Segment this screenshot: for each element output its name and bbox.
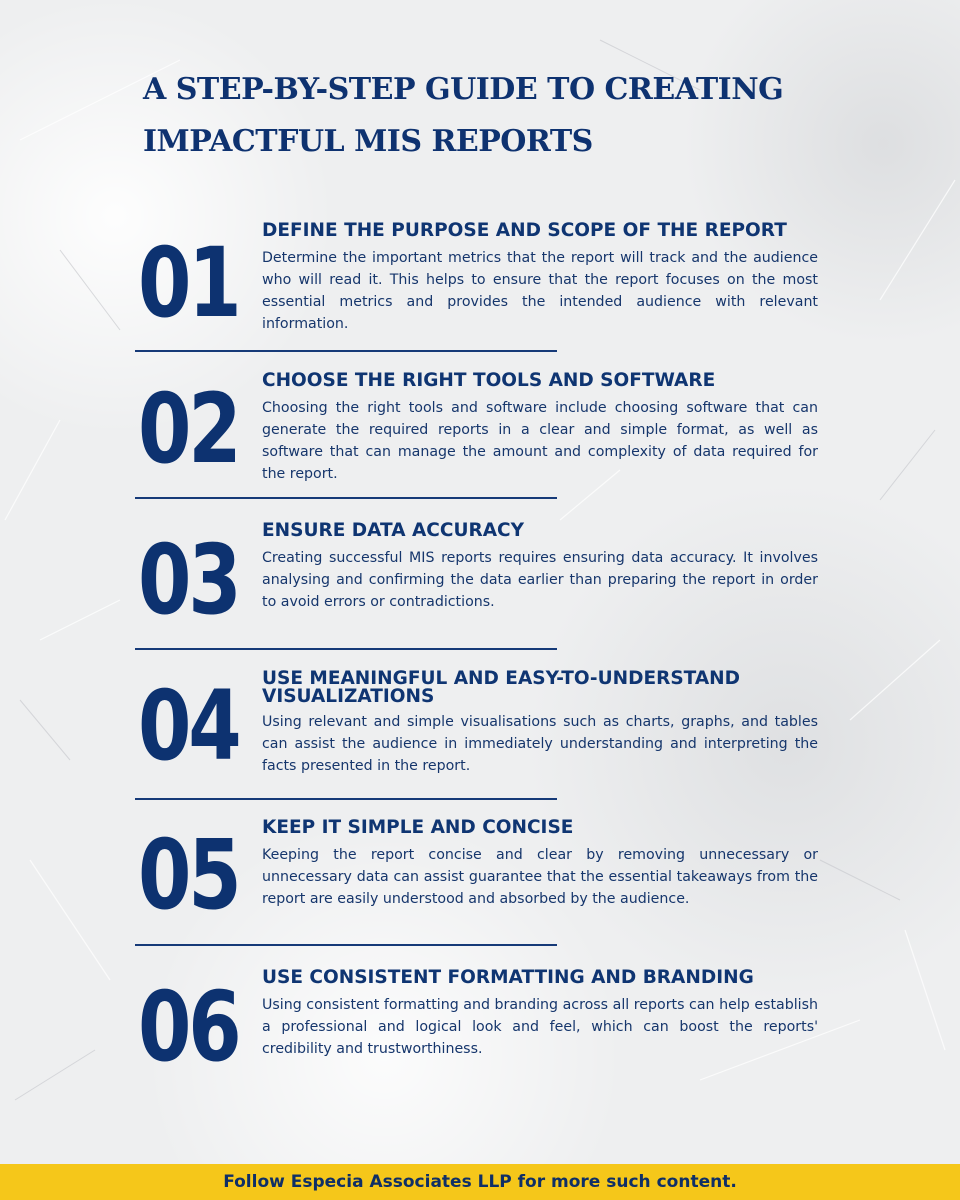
step-heading: KEEP IT SIMPLE AND CONCISE [262,817,574,838]
step-heading: DEFINE THE PURPOSE AND SCOPE OF THE REPORT [262,220,787,241]
step-heading: USE MEANINGFUL AND EASY-TO-UNDERSTAND VISUALIZATIONS [262,668,741,707]
divider [135,350,557,352]
page-title: A STEP-BY-STEP GUIDE TO CREATING IMPACTFUL MIS REPORTS [143,72,784,159]
step-number: 05 [138,819,239,931]
step-description: Choosing the right tools and software include choosing software that can generate the required reports in a clear and simple format, as well as software that can manage the amount and complexity of data required for the report. [262,400,818,482]
step-heading: USE CONSISTENT FORMATTING AND BRANDING [262,967,754,988]
divider [135,497,557,499]
step-description: Determine the important metrics that the report will track and the audience who will read it. This helps to ensure that the report focuses on the most essential metrics and provides the intended audience with relevant information. [262,250,818,332]
step-heading: ENSURE DATA ACCURACY [262,520,524,541]
step-number: 01 [138,227,239,339]
step-description: Creating successful MIS reports requires ensuring data accuracy. It involves analysing and confirming the data earlier than preparing the report in order to avoid errors or contradictions. [262,550,818,610]
step-description: Using relevant and simple visualisations such as charts, graphs, and tables can assist the audience in immediately understanding and interpreting the facts presented in the report. [262,714,818,774]
step-number: 02 [138,373,239,485]
step-number: 04 [138,670,239,782]
step-heading: CHOOSE THE RIGHT TOOLS AND SOFTWARE [262,370,716,391]
step-number: 03 [138,524,239,636]
step-description: Keeping the report concise and clear by removing unnecessary or unnecessary data can assist guarantee that the essential takeaways from the report are easily understood and absorbed by the audience. [262,847,818,907]
divider [135,798,557,800]
footer-banner: Follow Especia Associates LLP for more such content. [0,1164,960,1200]
step-description: Using consistent formatting and branding across all reports can help establish a professional and logical look and feel, which can boost the reports' credibility and trustworthiness. [262,997,818,1057]
divider [135,648,557,650]
step-number: 06 [138,971,239,1083]
divider [135,944,557,946]
